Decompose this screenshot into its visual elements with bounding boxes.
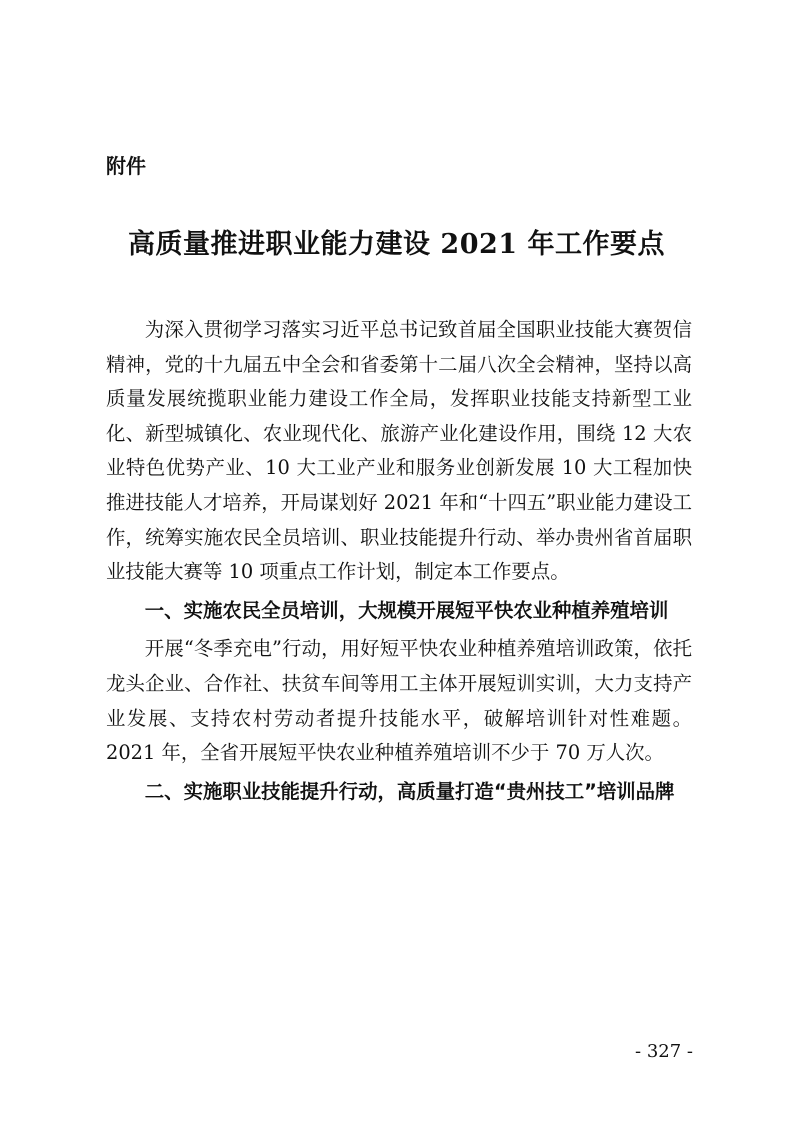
section-body-1: 开展“冬季充电”行动，用好短平快农业种植养殖培训政策，依托龙头企业、合作社、扶贫车间等用工主体开展短训实训，大力支持产业发展、支持农村劳动者提升技能水平，破解培训针对性难题。2021 年，全省开展短平快农业种植养殖培训不少于 70 万人次。 (106, 637, 692, 765)
section-heading-1: 一、实施农民全员培训，大规模开展短平快农业种植养殖培训 (144, 598, 669, 622)
page-number: - 327 - (635, 1041, 693, 1062)
intro-paragraph: 为深入贯彻学习落实习近平总书记致首届全国职业技能大赛贺信精神，党的十九届五中全会和省委第十二届八次全会精神，坚持以高质量发展统揽职业能力建设工作全局，发挥职业技能支持新型工业化、新型城镇化、农业现代化、旅游产业化建设作用，围绕 12 大农业特色优势产业、10 大工业产业和服务业创新发展 10 大工程加快推进技能人才培养，开局谋划好 2021 年和“十四五”职业能力建设工作，统筹实施农民全员培训、职业技能提升行动、举办贵州省首届职业技能大赛等 10 项重点工作计划，制定本工作要点。 (106, 318, 692, 584)
document-body (106, 313, 692, 809)
document-title: 高质量推进职业能力建设 2021 年工作要点 (128, 229, 665, 260)
section-heading-2: 二、实施职业技能提升行动，高质量打造“贵州技工”培训品牌 (144, 779, 675, 803)
attachment-label: 附件 (106, 154, 146, 178)
